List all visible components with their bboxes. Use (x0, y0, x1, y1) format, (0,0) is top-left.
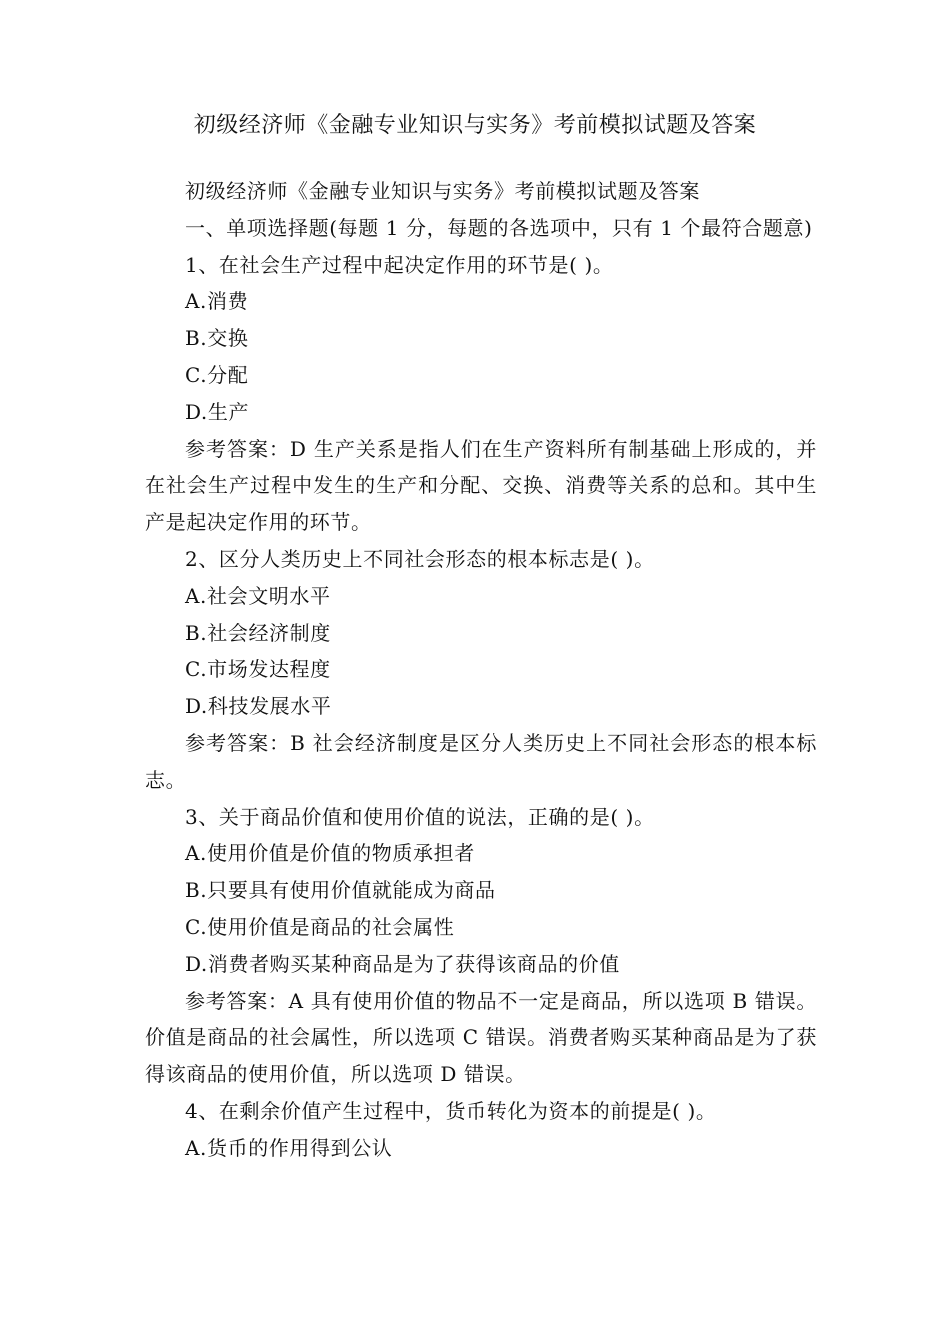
document-body (145, 173, 817, 1167)
question-option: C.使用价值是商品的社会属性 (185, 914, 455, 939)
question-option: A.社会文明水平 (185, 583, 331, 608)
section-heading: 一、单项选择题(每题 1 分，每题的各选项中，只有 1 个最符合题意) (185, 215, 813, 240)
question-option: A.货币的作用得到公认 (185, 1135, 393, 1160)
question-option: D.生产 (185, 399, 250, 424)
question-option: A.消费 (185, 289, 249, 314)
question-stem: 3、关于商品价值和使用价值的说法，正确的是( )。 (185, 804, 655, 829)
question-option: C.分配 (185, 362, 249, 387)
question-answer: 参考答案：B 社会经济制度是区分人类历史上不同社会形态的根本标志。 (145, 730, 817, 792)
question-option: D.消费者购买某种商品是为了获得该商品的价值 (185, 951, 620, 976)
question-stem: 1、在社会生产过程中起决定作用的环节是( )。 (185, 252, 614, 277)
question-option: D.科技发展水平 (185, 694, 332, 719)
question-option: B.只要具有使用价值就能成为商品 (185, 878, 496, 903)
document-subtitle: 初级经济师《金融专业知识与实务》考前模拟试题及答案 (185, 179, 700, 203)
question-stem: 2、区分人类历史上不同社会形态的根本标志是( )。 (185, 546, 655, 571)
question-answer: 参考答案：A 具有使用价值的物品不一定是商品，所以选项 B 错误。价值是商品的社会属性，所以选项 C 错误。消费者购买某种商品是为了获得该商品的使用价值，所以选项 D 错误。 (145, 988, 817, 1087)
document-title: 初级经济师《金融专业知识与实务》考前模拟试题及答案 (193, 113, 757, 138)
question-option: B.交换 (185, 326, 249, 351)
question-option: B.社会经济制度 (185, 620, 331, 645)
question-stem: 4、在剩余价值产生过程中，货币转化为资本的前提是( )。 (185, 1098, 717, 1123)
question-answer: 参考答案：D 生产关系是指人们在生产资料所有制基础上形成的，并在社会生产过程中发生的生产和分配、交换、消费等关系的总和。其中生产是起决定作用的环节。 (145, 436, 817, 535)
question-option: C.市场发达程度 (185, 657, 331, 682)
question-option: A.使用价值是价值的物质承担者 (185, 841, 475, 866)
